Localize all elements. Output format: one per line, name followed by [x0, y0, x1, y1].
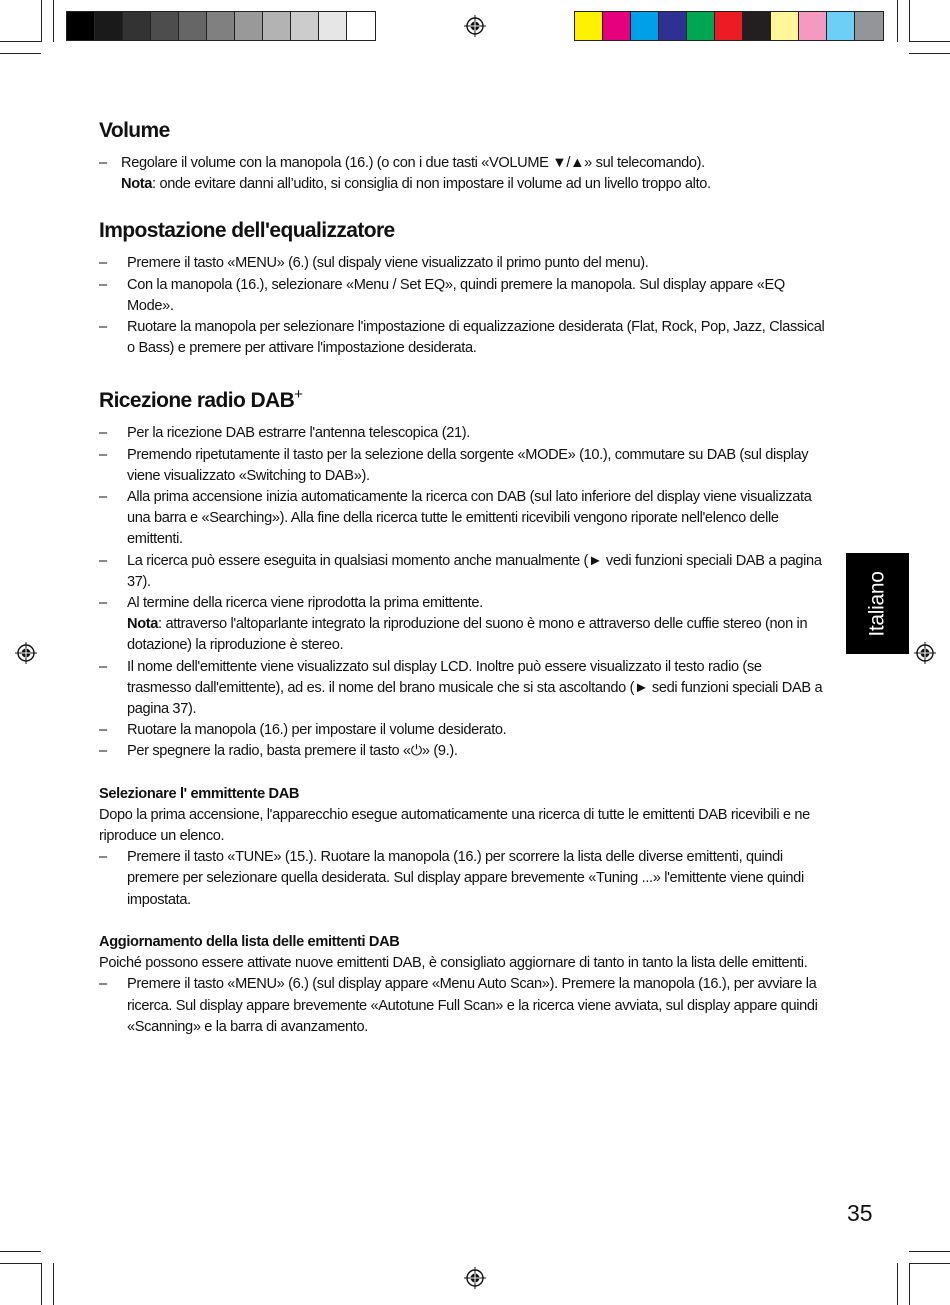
color-swatch — [575, 12, 603, 40]
heading-dab-reception — [99, 380, 827, 416]
color-swatch — [659, 12, 687, 40]
color-swatch — [123, 12, 151, 40]
list-item: – Per la ricezione DAB estrarre l'antenna telescopica (21). — [99, 423, 827, 444]
list-item-text: Regolare il volume con la manopola (16.) (o con i due tasti «VOLUME ▼/▲» sul telecomando). — [121, 155, 705, 171]
list-item: – Ruotare la manopola per selezionare l'impostazione di equalizzazione desiderata (Flat, Rock, Pop, Jazz, Classical o Bass) e premere per attivare l'impostazione desiderata. — [99, 317, 827, 359]
heading-text: Ricezione radio DAB — [99, 389, 295, 413]
equalizer-list — [99, 253, 827, 359]
heading-superscript: + — [294, 386, 303, 404]
note-text: : attraverso l'altoparlante integrato la riproduzione del suono è mono e attraverso delle cuffie stereo (non in dotazione) la riproduzione è stereo. — [127, 616, 808, 654]
registration-mark-bottom-icon — [464, 1267, 486, 1289]
note-label: Nota — [121, 176, 153, 193]
color-swatch — [743, 12, 771, 40]
color-swatch — [95, 12, 123, 40]
list-item: – Con la manopola (16.), selezionare «Menu / Set EQ», quindi premere la manopola. Sul display appare «EQ Mode». — [99, 275, 827, 317]
registration-mark-left-icon — [15, 642, 37, 664]
color-swatch — [687, 12, 715, 40]
note-text: : onde evitare danni all’udito, si consiglia di non impostare il volume ad un livello troppo alto. — [152, 176, 711, 193]
color-swatch — [715, 12, 743, 40]
note — [127, 616, 807, 653]
color-swatch — [235, 12, 263, 40]
list-item: – Ruotare la manopola (16.) per impostare il volume desiderato. — [99, 720, 827, 741]
color-calibration-bar — [574, 11, 884, 41]
volume-list — [99, 153, 827, 195]
list-item: – Per spegnere la radio, basta premere il tasto «⏻» (9.). — [99, 741, 827, 762]
color-swatch — [263, 12, 291, 40]
section-update-list — [99, 932, 827, 1038]
dab-list — [99, 423, 827, 762]
color-swatch — [799, 12, 827, 40]
select-list — [99, 847, 827, 911]
list-item — [99, 153, 827, 195]
list-item — [99, 593, 827, 657]
note — [121, 176, 711, 192]
list-item: – Alla prima accensione inizia automaticamente la ricerca con DAB (sul lato inferiore del display viene visualizzata una barra e «Searching»). Alla fine della ricerca tutte le emittenti ricevibili vengono riporate nell'elenco delle emittenti. — [99, 487, 827, 551]
color-swatch — [151, 12, 179, 40]
paragraph: Poiché possono essere attivate nuove emittenti DAB, è consigliato aggiornare di tanto in tanto la lista delle emittenti. — [99, 955, 808, 972]
color-swatch — [855, 12, 883, 40]
heading-equalizer: Impostazione dell'equalizzatore — [99, 219, 395, 243]
color-swatch — [631, 12, 659, 40]
list-item: – Premere il tasto «MENU» (6.) (sul dispaly viene visualizzato il primo punto del menu). — [99, 253, 827, 274]
color-swatch — [771, 12, 799, 40]
color-swatch — [179, 12, 207, 40]
heading-volume: Volume — [99, 119, 170, 142]
page-content — [99, 116, 827, 1054]
color-swatch — [347, 12, 375, 40]
section-select-station — [99, 784, 827, 911]
registration-mark-right-icon — [914, 642, 936, 664]
update-list — [99, 974, 827, 1038]
language-tab — [846, 553, 909, 654]
color-swatch — [319, 12, 347, 40]
registration-mark-top-icon — [464, 15, 486, 37]
section-dab-reception — [99, 380, 827, 762]
list-item: – La ricerca può essere eseguita in qualsiasi momento anche manualmente (► vedi funzioni speciali DAB a pagina 37). — [99, 551, 827, 593]
list-item-text: Al termine della ricerca viene riprodotta la prima emittente. — [127, 595, 483, 612]
color-swatch — [603, 12, 631, 40]
section-equalizer — [99, 216, 827, 359]
list-item: – Premere il tasto «MENU» (6.) (sul display appare «Menu Auto Scan»). Premere la manopola (16.), per avviare la ricerca. Sul display appare brevemente «Autotune Full Scan» e la ricerca viene avviata, sul display appare quindi «Scanning» e la barra di avanzamento. — [99, 974, 827, 1038]
section-volume — [99, 116, 827, 195]
color-swatch — [67, 12, 95, 40]
color-swatch — [291, 12, 319, 40]
color-swatch — [207, 12, 235, 40]
list-item: – Premendo ripetutamente il tasto per la selezione della sorgente «MODE» (10.), commutare su DAB (sul display viene visualizzato «Switching to DAB»). — [99, 445, 827, 487]
grayscale-bar — [66, 11, 376, 41]
language-tab-label: Italiano — [865, 570, 889, 637]
heading-update-list: Aggiornamento della lista delle emittenti DAB — [99, 933, 400, 950]
list-item: – Il nome dell'emittente viene visualizzato sul display LCD. Inoltre può essere visualizzato il testo radio (se trasmesso dall'emittente), ad es. il nome del brano musicale che si sta ascoltando (► sedi funzioni speciali DAB a pagina 37). — [99, 657, 827, 721]
list-item: – Premere il tasto «TUNE» (15.). Ruotare la manopola (16.) per scorrere la lista delle diverse emittenti, quindi premere per selezionare quella desiderata. Sul display appare brevemente «Tuning ...» l'emittente viene quindi impostata. — [99, 847, 827, 911]
paragraph: Dopo la prima accensione, l'apparecchio esegue automaticamente una ricerca di tutte le emittenti DAB ricevibili e ne riproduce un elenco. — [99, 806, 810, 845]
heading-select-station: Selezionare l' emmittente DAB — [99, 785, 300, 802]
page-number: 35 — [847, 1200, 873, 1226]
color-swatch — [827, 12, 855, 40]
note-label: Nota — [127, 616, 159, 633]
